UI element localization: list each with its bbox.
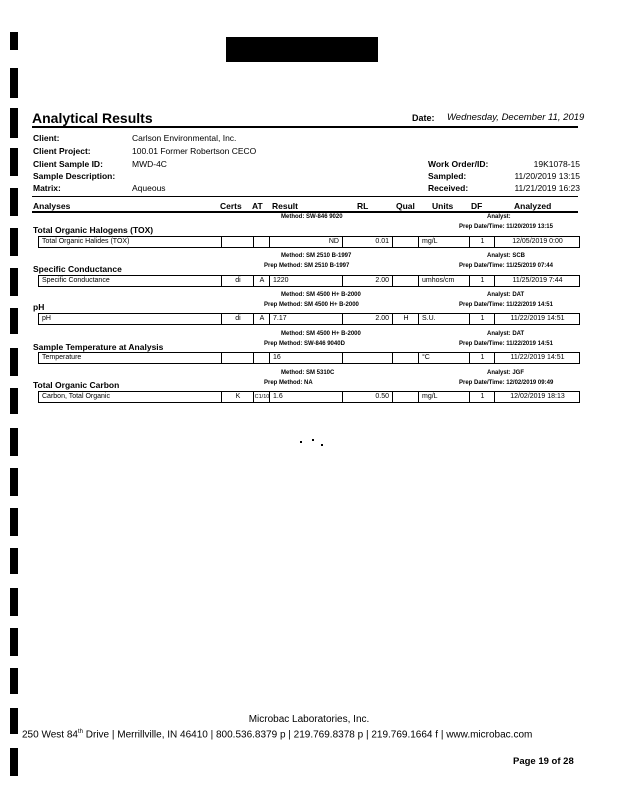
qual-cell <box>392 392 419 402</box>
certs-cell: di <box>221 276 254 286</box>
df-cell: 1 <box>469 392 495 402</box>
received-label: Received: <box>428 183 469 193</box>
scan-mark <box>10 308 18 334</box>
header-rule <box>32 126 578 128</box>
col-analyzed: Analyzed <box>514 201 552 211</box>
analyzed-cell: 11/25/2019 7:44 <box>494 276 580 286</box>
scan-speck <box>312 439 314 441</box>
page-title: Analytical Results <box>32 110 153 126</box>
prep-method-text: Prep Method: SW-846 9040D <box>264 341 345 347</box>
scan-mark <box>10 32 18 50</box>
scan-mark <box>10 468 18 496</box>
analyst-text: Analyst: SCB <box>487 253 526 259</box>
analyte-cell: Temperature <box>42 354 82 361</box>
client-label: Client: <box>33 133 60 143</box>
analyst-text: Analyst: DAT <box>487 292 525 298</box>
col-rl: RL <box>357 201 369 211</box>
certs-cell: K <box>221 392 254 402</box>
result-cell: 7.17 <box>269 314 342 324</box>
certs-cell <box>221 353 254 363</box>
analyzed-cell: 11/22/2019 14:51 <box>494 353 580 363</box>
prep-datetime-text: Prep Date/Time: 11/20/2019 13:15 <box>459 224 553 230</box>
section-title: Total Organic Halogens (TOX) <box>33 225 154 235</box>
prep-method-text: Prep Method: SM 2510 B-1997 <box>264 263 350 269</box>
method-text: Method: SM 4500 H+ B-2000 <box>281 292 361 298</box>
df-cell: 1 <box>469 314 495 324</box>
redaction-block <box>226 37 378 62</box>
col-at: AT <box>252 201 263 211</box>
result-cell: 1220 <box>269 276 342 286</box>
columns-rule <box>32 211 578 213</box>
scan-speck <box>300 441 302 443</box>
method-text: Method: SM 4500 H+ B-2000 <box>281 331 361 337</box>
sampled-label: Sampled: <box>428 171 467 181</box>
analyzed-cell: 12/02/2019 18:13 <box>494 392 580 402</box>
sample-id-label: Client Sample ID: <box>33 159 103 169</box>
analyte-cell: Total Organic Halides (TOX) <box>42 238 130 245</box>
at-cell: A <box>253 276 270 286</box>
analyzed-cell: 12/05/2019 0:00 <box>494 237 580 247</box>
client-value: Carlson Environmental, Inc. <box>132 133 237 143</box>
units-cell: S.U. <box>418 314 469 324</box>
rl-cell: 0.01 <box>342 237 392 247</box>
footer-company: Microbac Laboratories, Inc. <box>248 714 370 725</box>
col-result: Result <box>272 201 298 211</box>
footer-address-pre: 250 West 84 <box>22 729 78 741</box>
rl-cell: 2.00 <box>342 314 392 324</box>
scan-mark <box>10 108 18 138</box>
col-units: Units <box>432 201 454 211</box>
rl-cell: 2.00 <box>342 276 392 286</box>
prep-datetime-text: Prep Date/Time: 12/02/2019 09:49 <box>459 380 554 386</box>
analyst-text: Analyst: JGF <box>487 370 525 376</box>
col-analyses: Analyses <box>33 201 71 211</box>
scan-mark <box>10 428 18 456</box>
method-text: Method: SM 5310C <box>281 370 335 376</box>
scan-mark <box>10 148 18 176</box>
section-title: Total Organic Carbon <box>33 380 120 390</box>
result-cell: ND <box>269 237 342 247</box>
df-cell: 1 <box>469 237 495 247</box>
footer-address-post: Drive | Merrillville, IN 46410 | 800.536.8379 p | 219.769.8378 p | 219.769.1664 f | www.microbac.com <box>82 729 533 741</box>
prep-datetime-text: Prep Date/Time: 11/25/2019 07:44 <box>459 263 553 269</box>
qual-cell: H <box>392 314 419 324</box>
table-row <box>38 275 580 287</box>
table-row <box>38 313 580 325</box>
table-row <box>38 352 580 364</box>
rl-cell <box>342 353 392 363</box>
certs-cell <box>221 237 254 247</box>
scan-mark <box>10 68 18 98</box>
table-row <box>38 391 580 403</box>
analyte-cell: pH <box>42 315 51 322</box>
analyzed-cell: 11/22/2019 14:51 <box>494 314 580 324</box>
analyte-cell: Carbon, Total Organic <box>42 393 110 400</box>
qual-cell <box>392 276 419 286</box>
scan-mark <box>10 548 18 574</box>
description-label: Sample Description: <box>33 171 116 181</box>
received-value: 11/21/2019 16:23 <box>514 183 580 193</box>
prep-datetime-text: Prep Date/Time: 11/22/2019 14:51 <box>459 302 553 308</box>
sampled-value: 11/20/2019 13:15 <box>514 171 580 181</box>
method-text: Method: SM 2510 B-1997 <box>281 253 352 259</box>
matrix-value: Aqueous <box>132 183 166 193</box>
section-title: Specific Conductance <box>33 264 122 274</box>
info-rule <box>32 196 578 197</box>
analyst-text: Analyst: <box>487 214 511 220</box>
sample-id-value: MWD-4C <box>132 159 167 169</box>
result-cell: 16 <box>269 353 342 363</box>
section-title: pH <box>33 302 45 312</box>
scan-mark <box>10 588 18 616</box>
scan-speck <box>321 444 323 446</box>
result-cell: 1.6 <box>269 392 342 402</box>
at-cell <box>253 353 270 363</box>
prep-method-text: Prep Method: NA <box>264 380 313 386</box>
analyte-cell: Specific Conductance <box>42 277 110 284</box>
col-certs: Certs <box>220 201 242 211</box>
certs-cell: di <box>221 314 254 324</box>
prep-datetime-text: Prep Date/Time: 11/22/2019 14:51 <box>459 341 553 347</box>
matrix-label: Matrix: <box>33 183 61 193</box>
units-cell: mg/L <box>418 392 469 402</box>
date-label: Date: <box>412 113 435 123</box>
project-label: Client Project: <box>33 146 91 156</box>
table-row <box>38 236 580 248</box>
df-cell: 1 <box>469 276 495 286</box>
scan-mark <box>10 268 18 296</box>
date-value: Wednesday, December 11, 2019 <box>447 112 585 123</box>
df-cell: 1 <box>469 353 495 363</box>
prep-method-text: Prep Method: SM 4500 H+ B-2000 <box>264 302 359 308</box>
col-qual: Qual <box>396 201 415 211</box>
footer-address-sup: th <box>77 729 83 735</box>
scan-mark <box>10 748 18 776</box>
analyst-text: Analyst: DAT <box>487 331 525 337</box>
method-text: Method: SW-846 9020 <box>281 214 343 220</box>
section-title: Sample Temperature at Analysis <box>33 342 164 352</box>
units-cell: °C <box>418 353 469 363</box>
work-order-label: Work Order/ID: <box>428 159 489 169</box>
units-cell: mg/L <box>418 237 469 247</box>
work-order-value: 19K1078-15 <box>533 159 580 169</box>
footer-address <box>22 729 532 740</box>
scan-mark <box>10 508 18 536</box>
qual-cell <box>392 237 419 247</box>
units-cell: umhos/cm <box>418 276 469 286</box>
project-value: 100.01 Former Robertson CECO <box>132 146 257 156</box>
rl-cell: 0.50 <box>342 392 392 402</box>
scan-mark <box>10 388 18 414</box>
scan-mark <box>10 228 18 256</box>
scan-mark <box>10 188 18 216</box>
scan-mark <box>10 628 18 656</box>
qual-cell <box>392 353 419 363</box>
page-number: Page 19 of 28 <box>513 756 574 767</box>
scan-mark <box>10 348 18 376</box>
at-cell: C1/10 <box>254 394 270 400</box>
col-df: DF <box>471 201 483 211</box>
scan-mark <box>10 668 18 694</box>
at-cell: A <box>253 314 270 324</box>
at-cell <box>253 237 270 247</box>
